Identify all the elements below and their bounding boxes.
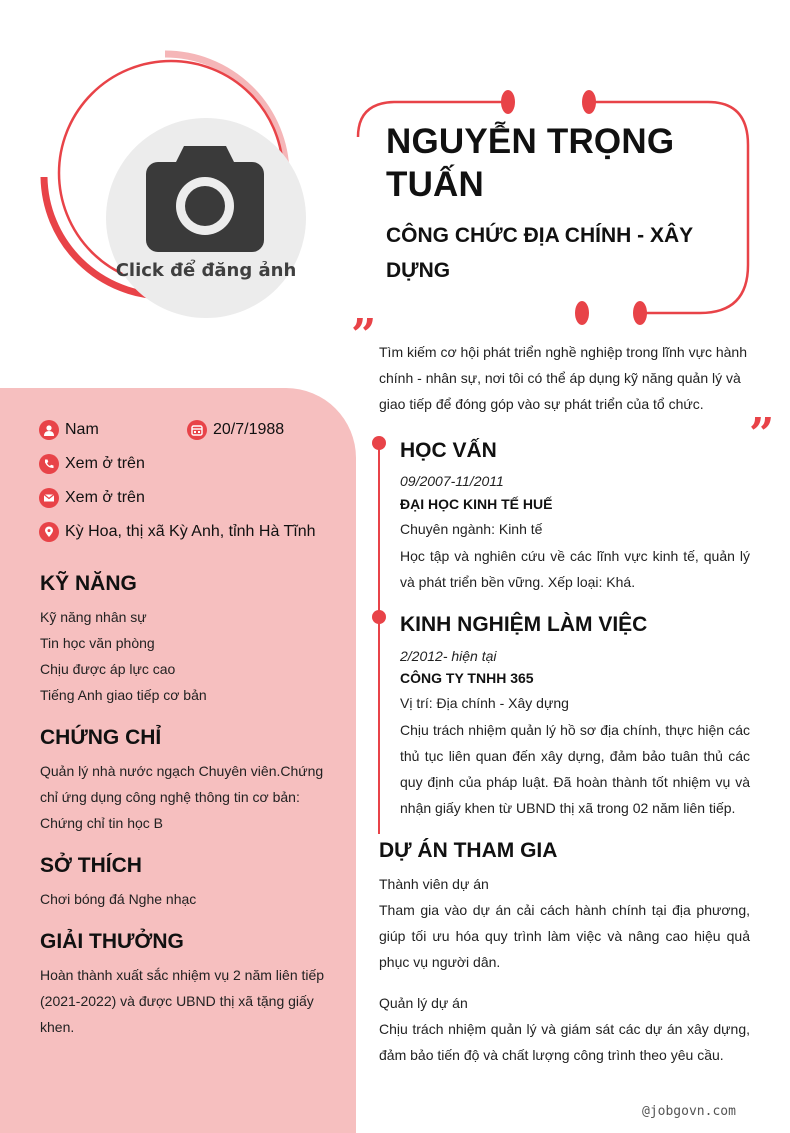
close-quote-icon: ” xyxy=(749,409,775,460)
job-title: CÔNG CHỨC ĐỊA CHÍNH - XÂY DỰNG xyxy=(386,224,693,282)
birthday-value: 20/7/1988 xyxy=(213,421,285,438)
project-role: Quản lý dự án xyxy=(379,995,468,1011)
skill-item: Kỹ năng nhân sự xyxy=(40,609,147,625)
email-value: Xem ở trên xyxy=(65,489,145,506)
skill-item: Tin học văn phòng xyxy=(40,635,155,651)
hobbies-title: SỞ THÍCH xyxy=(40,854,142,877)
location-pin-icon xyxy=(39,522,59,542)
project-description: Tham gia vào dự án cải cách hành chính tại địa phương, giúp tối ưu hóa quy trình làm việc và nâng cao hiệu quả phục vụ người dân. xyxy=(379,902,750,970)
timeline-dot xyxy=(372,436,386,450)
gender-value: Nam xyxy=(65,421,99,438)
experience-position: Vị trí: Địa chính - Xây dựng xyxy=(400,695,569,711)
certificates-text: Quản lý nhà nước ngạch Chuyên viên.Chứng chỉ ứng dụng công nghệ thông tin cơ bản: Chứng chỉ tin học B xyxy=(40,763,324,831)
awards-title: GIẢI THƯỞNG xyxy=(40,930,184,953)
user-icon xyxy=(39,420,59,440)
phone-value: Xem ở trên xyxy=(65,455,145,472)
skills-list xyxy=(40,604,330,708)
gender-row xyxy=(39,420,99,440)
education-period: 09/2007-11/2011 xyxy=(400,473,504,489)
project-description: Chịu trách nhiệm quản lý và giám sát các dự án xây dựng, đảm bảo tiến độ và chất lượng công trình theo yêu cầu. xyxy=(379,1021,750,1063)
education-description: Học tập và nghiên cứu về các lĩnh vực kinh tế, quản lý và phát triển bền vững. Xếp loại: Khá. xyxy=(400,548,750,590)
awards-text: Hoàn thành xuất sắc nhiệm vụ 2 năm liên tiếp (2021-2022) và được UBND thị xã tặng giấy khen. xyxy=(40,967,325,1035)
timeline-line xyxy=(378,440,380,834)
experience-period: 2/2012- hiện tại xyxy=(400,648,497,664)
experience-description: Chịu trách nhiệm quản lý hồ sơ địa chính, thực hiện các thủ tục liên quan đến xây dựng, đảm bảo tuân thủ các quy định của pháp luật. Đã hoàn thành tốt nhiệm vụ và nhận giấy khen từ UBND thị xã trong 02 năm liên tiếp. xyxy=(400,722,750,816)
experience-title: KINH NGHIỆM LÀM VIỆC xyxy=(400,613,648,636)
email-icon xyxy=(39,488,59,508)
career-objective: Tìm kiếm cơ hội phát triển nghề nghiệp trong lĩnh vực hành chính - nhân sự, nơi tôi có thể áp dụng kỹ năng quản lý và giao tiếp để đóng góp vào sự phát triển của tổ chức. xyxy=(379,344,747,412)
skill-item: Tiếng Anh giao tiếp cơ bản xyxy=(40,687,207,703)
skill-item: Chịu được áp lực cao xyxy=(40,661,176,677)
certificates-title: CHỨNG CHỈ xyxy=(40,726,162,749)
phone-row xyxy=(39,454,145,474)
email-row xyxy=(39,488,145,508)
experience-company: CÔNG TY TNHH 365 xyxy=(400,670,534,686)
skills-title: KỸ NĂNG xyxy=(40,572,137,595)
footer-watermark: @jobgovn.com xyxy=(642,1104,736,1119)
address-row xyxy=(39,522,316,542)
education-title: HỌC VẤN xyxy=(400,439,497,462)
address-value: Kỳ Hoa, thị xã Kỳ Anh, tỉnh Hà Tĩnh xyxy=(65,523,316,540)
open-quote-icon: ” xyxy=(351,310,377,361)
camera-icon xyxy=(142,144,268,254)
projects-title: DỰ ÁN THAM GIA xyxy=(379,839,558,862)
education-school: ĐẠI HỌC KINH TẾ HUẾ xyxy=(400,496,553,512)
photo-frame xyxy=(35,45,297,307)
birthday-row xyxy=(187,420,284,440)
upload-photo-button[interactable] xyxy=(106,118,306,318)
timeline-dot xyxy=(372,610,386,624)
education-major: Chuyên ngành: Kinh tế xyxy=(400,521,543,537)
candidate-name: NGUYỄN TRỌNG TUẤN xyxy=(386,122,675,204)
upload-photo-label: Click để đăng ảnh xyxy=(115,260,297,281)
project-role: Thành viên dự án xyxy=(379,876,489,892)
phone-icon xyxy=(39,454,59,474)
calendar-icon xyxy=(187,420,207,440)
hobbies-text: Chơi bóng đá Nghe nhạc xyxy=(40,891,197,907)
